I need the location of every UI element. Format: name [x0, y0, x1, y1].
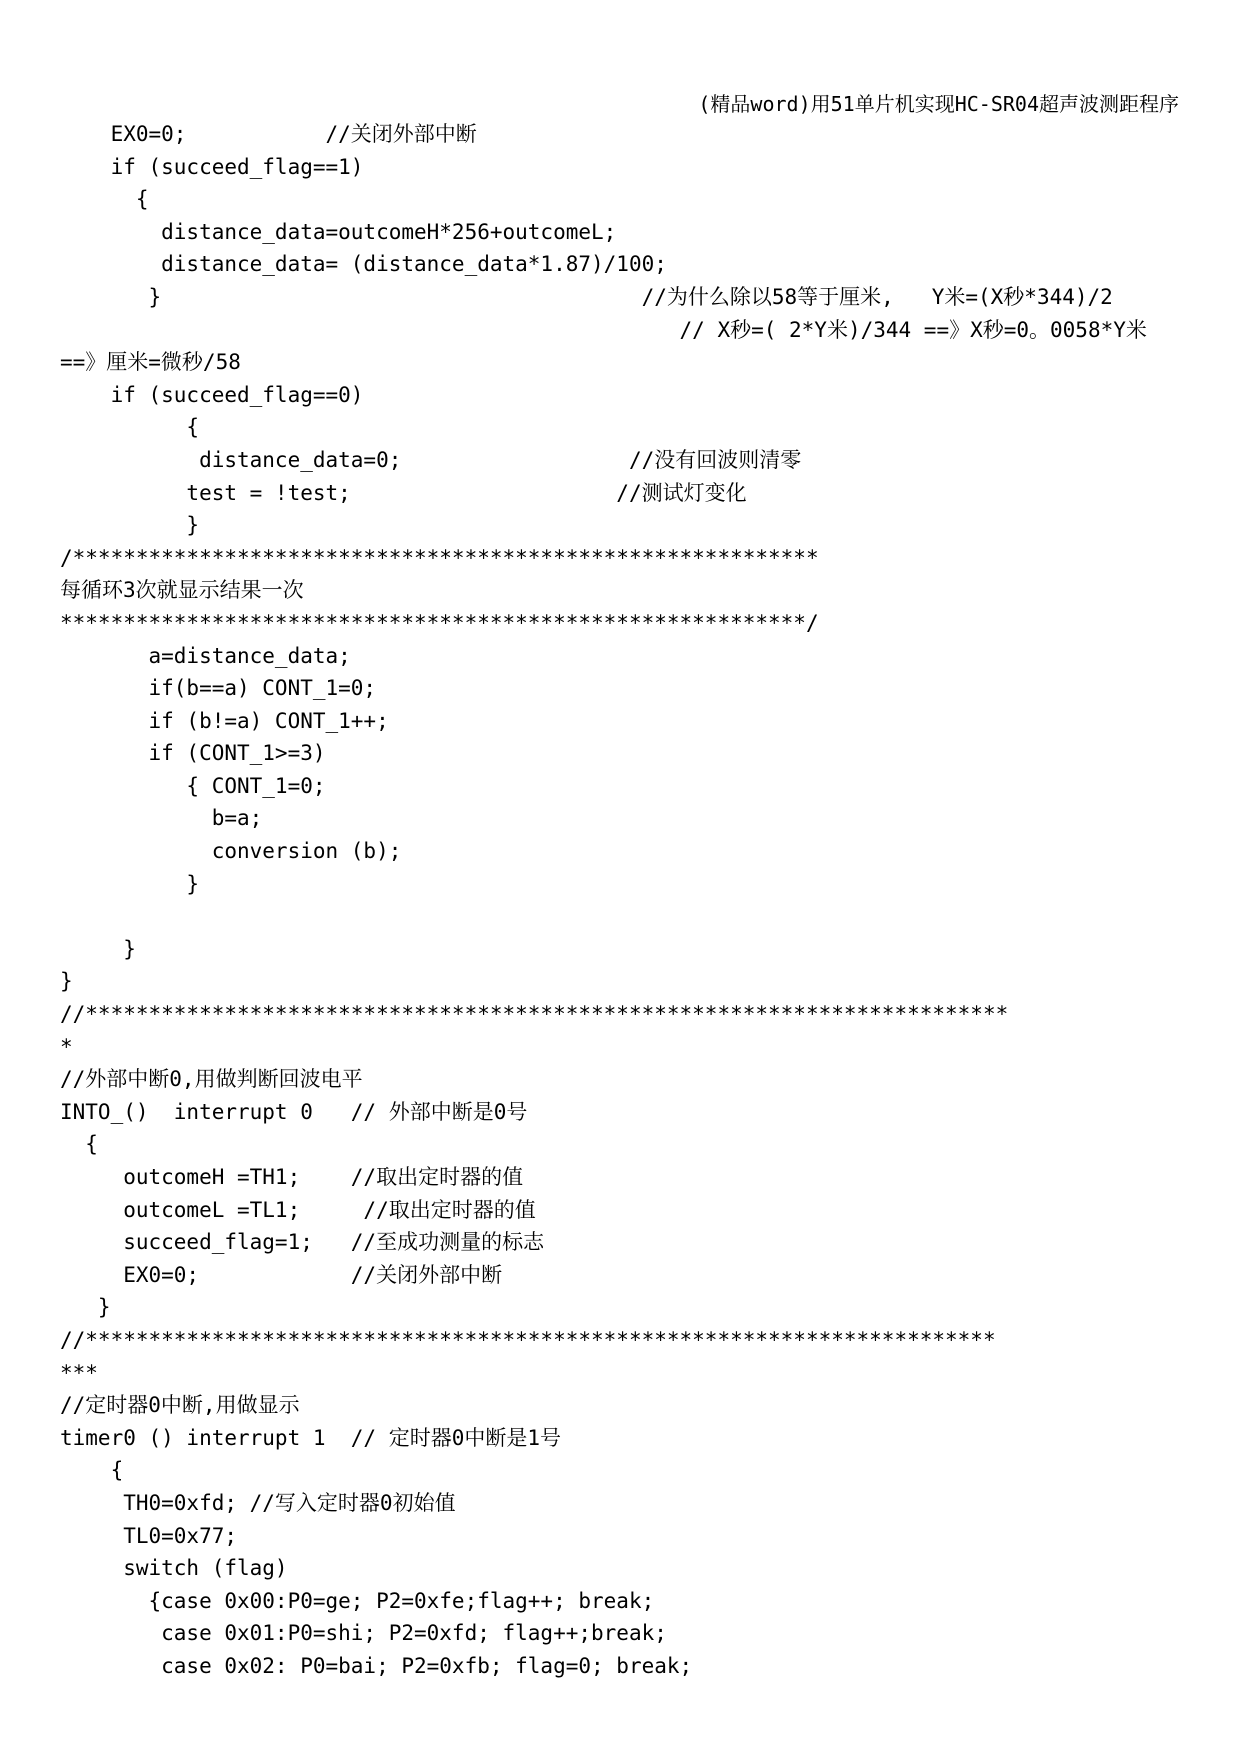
- code-line: test = !test; //测试灯变化: [60, 480, 747, 505]
- code-line: case 0x02: P0=bai; P2=0xfb; flag=0; break;: [60, 1653, 693, 1678]
- code-line: conversion (b);: [60, 839, 402, 864]
- code-line: if (succeed_flag==0): [60, 382, 364, 407]
- code-line: //定时器0中断,用做显示: [60, 1393, 300, 1418]
- code-line: {: [60, 187, 149, 212]
- code-line: b=a;: [60, 806, 263, 831]
- code-line: TL0=0x77;: [60, 1523, 238, 1548]
- code-line: switch (flag): [60, 1556, 288, 1581]
- code-line: {: [60, 415, 200, 440]
- code-line: timer0 () interrupt 1 // 定时器0中断是1号: [60, 1425, 562, 1450]
- code-line: }: [60, 936, 136, 961]
- code-line: EX0=0; //关闭外部中断: [60, 1262, 503, 1287]
- code-line: {: [60, 1132, 98, 1157]
- code-line: //************************************************************************: [60, 1327, 996, 1352]
- code-line: *: [60, 1034, 73, 1059]
- code-line: }: [60, 871, 200, 896]
- code-line: case 0x01:P0=shi; P2=0xfd; flag++;break;: [60, 1621, 667, 1646]
- code-line: // X秒=( 2*Y米)/344 ==》X秒=0。0058*Y米: [60, 317, 1147, 342]
- code-line: a=distance_data;: [60, 643, 351, 668]
- code-line: }: [60, 513, 200, 538]
- code-line: distance_data=0; //没有回波则清零: [60, 447, 802, 472]
- code-line: distance_data= (distance_data*1.87)/100;: [60, 252, 667, 277]
- code-line: if (succeed_flag==1): [60, 154, 364, 179]
- code-line: distance_data=outcomeH*256+outcomeL;: [60, 219, 617, 244]
- code-line: {case 0x00:P0=ge; P2=0xfe;flag++; break;: [60, 1588, 655, 1613]
- page-header: (精品word)用51单片机实现HC-SR04超声波测距程序: [698, 92, 1179, 116]
- code-line: INTO_() interrupt 0 // 外部中断是0号: [60, 1099, 528, 1124]
- code-line: /***********************************************************: [60, 545, 819, 570]
- code-line: succeed_flag=1; //至成功测量的标志: [60, 1230, 545, 1255]
- code-line: }: [60, 969, 73, 994]
- code-line: outcomeL =TL1; //取出定时器的值: [60, 1197, 536, 1222]
- code-line: if (b!=a) CONT_1++;: [60, 708, 389, 733]
- code-line: ***: [60, 1360, 98, 1385]
- code-line: TH0=0xfd; //写入定时器0初始值: [60, 1490, 456, 1515]
- code-line: if (CONT_1>=3): [60, 741, 326, 766]
- code-line: if(b==a) CONT_1=0;: [60, 676, 377, 701]
- code-line: ==》厘米=微秒/58: [60, 350, 241, 375]
- code-line: {: [60, 1458, 124, 1483]
- code-line: //外部中断0,用做判断回波电平: [60, 1067, 363, 1092]
- code-line: outcomeH =TH1; //取出定时器的值: [60, 1165, 524, 1189]
- code-listing: [60, 118, 1190, 1683]
- code-line: //*************************************************************************: [60, 1002, 1009, 1027]
- code-line: { CONT_1=0;: [60, 773, 326, 798]
- code-line: EX0=0; //关闭外部中断: [60, 122, 477, 146]
- code-line: }: [60, 1295, 111, 1320]
- code-line: 每循环3次就显示结果一次: [60, 578, 304, 603]
- code-line: ***********************************************************/: [60, 610, 819, 635]
- code-line: } //为什么除以58等于厘米, Y米=(X秒*344)/2: [60, 284, 1113, 309]
- code-line: [60, 900, 1190, 933]
